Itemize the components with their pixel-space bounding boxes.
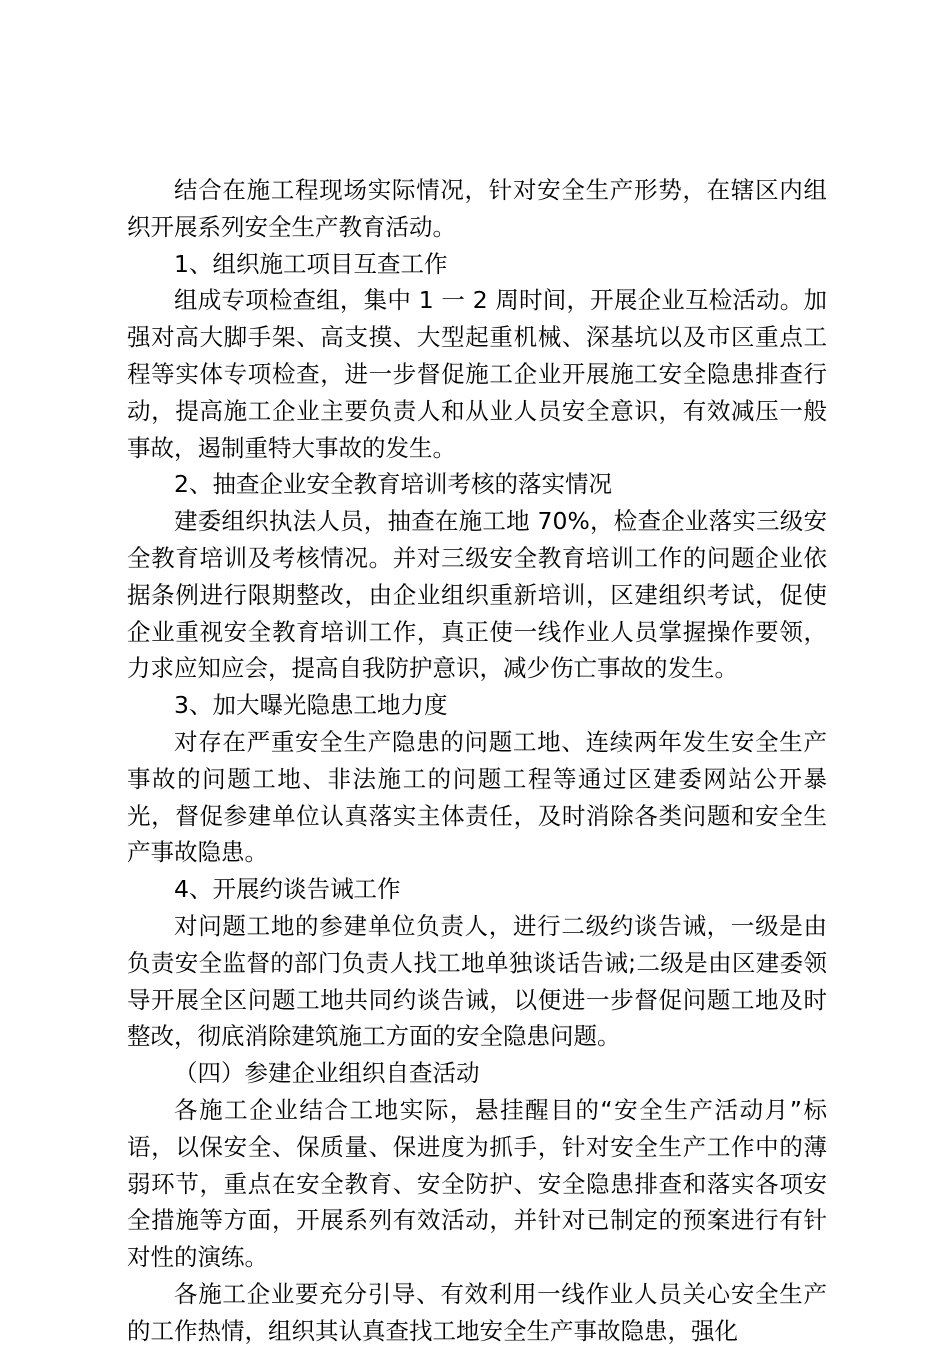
document-body	[127, 172, 827, 1350]
body-paragraph: 对问题工地的参建单位负责人，进行二级约谈告诫，一级是由负责安全监督的部门负责人找工地单独谈话告诫;二级是由区建委领导开展全区问题工地共同约谈告诫，以便进一步督促问题工地及时整改，彻底消除建筑施工方面的安全隐患问题。	[127, 911, 827, 1051]
body-paragraph: 结合在施工程现场实际情况，针对安全生产形势，在辖区内组织开展系列安全生产教育活动。	[127, 176, 827, 241]
body-paragraph: 对存在严重安全生产隐患的问题工地、连续两年发生安全生产事故的问题工地、非法施工的问题工程等通过区建委网站公开暴光，督促参建单位认真落实主体责任，及时消除各类问题和安全生产事故隐患。	[127, 727, 827, 867]
body-paragraph: 各施工企业要充分引导、有效利用一线作业人员关心安全生产的工作热情，组织其认真查找工地安全生产事故隐患，强化	[127, 1279, 827, 1345]
section-heading: 4、开展约谈告诫工作	[174, 875, 401, 904]
body-paragraph: 组成专项检查组，集中 1 一 2 周时间，开展企业互检活动。加强对高大脚手架、高支摸、大型起重机械、深基坑以及市区重点工程等实体专项检查，进一步督促施工企业开展施工安全隐患排查行动，提高施工企业主要负责人和从业人员安全意识，有效减压一般事故，遏制重特大事故的发生。	[127, 286, 827, 462]
section-heading: 3、加大曝光隐患工地力度	[174, 691, 448, 720]
body-paragraph: 各施工企业结合工地实际，悬挂醒目的“安全生产活动月”标语，以保安全、保质量、保进度为抓手，针对安全生产工作中的薄弱环节，重点在安全教育、安全防护、安全隐患排查和落实各项安全措施等方面，开展系列有效活动，并针对已制定的预案进行有针对性的演练。	[127, 1095, 827, 1272]
body-paragraph: 建委组织执法人员，抽查在施工地 70%，检查企业落实三级安全教育培训及考核情况。并对三级安全教育培训工作的问题企业依据条例进行限期整改，由企业组织重新培训，区建组织考试，促使企业重视安全教育培训工作，真正使一线作业人员掌握操作要领，力求应知应会，提高自我防护意识，减少伤亡事故的发生。	[127, 507, 827, 683]
section-heading: （四）参建企业组织自查活动	[174, 1059, 480, 1088]
section-heading: 2、抽查企业安全教育培训考核的落实情况	[174, 470, 612, 499]
section-heading: 1、组织施工项目互查工作	[174, 249, 448, 278]
